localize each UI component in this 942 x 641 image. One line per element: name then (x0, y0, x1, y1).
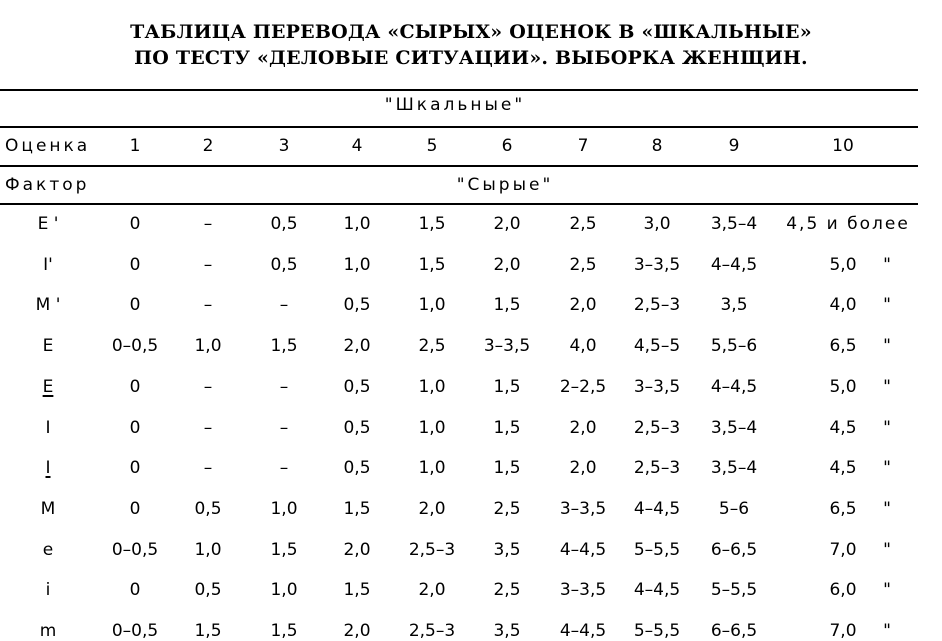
value-cell: 1,0 (343, 214, 371, 234)
value-cell: 1,0 (418, 458, 446, 479)
scale-rule (0, 126, 918, 128)
table-title-line-1: ТАБЛИЦА ПЕРЕВОДА «СЫРЫХ» ОЦЕНОК В «ШКАЛЬНЫЕ» (130, 21, 812, 43)
value-cell: 3,0 (643, 214, 671, 234)
column-header-1: 1 (129, 136, 141, 156)
value-cell: 5–5,5 (633, 621, 681, 641)
value-cell: 0,5 (343, 417, 371, 438)
value-cell: 1,0 (418, 417, 446, 438)
column-header-9: 9 (728, 136, 740, 156)
ditto-cell: " (883, 376, 891, 397)
value-cell: 4–4,5 (710, 254, 758, 275)
ditto-cell: " (883, 417, 891, 438)
ditto-cell: " (883, 539, 891, 560)
value-cell: 0,5 (343, 458, 371, 479)
value-cell: – (279, 376, 289, 397)
value-cell: 0,5 (270, 254, 298, 275)
value-cell: 3–3,5 (559, 498, 607, 519)
value-cell: 1,5 (194, 621, 222, 641)
value-cell: 1,5 (270, 539, 298, 560)
value-cell: 4,5 и более (786, 214, 910, 234)
value-cell: 1,5 (418, 254, 446, 275)
value-cell: – (203, 417, 213, 438)
value-cell: 2,5 (418, 336, 446, 357)
value-cell: 2,0 (569, 417, 597, 438)
column-header-8: 8 (651, 136, 663, 156)
ditto-cell: " (883, 498, 891, 519)
value-cell: 0–0,5 (111, 336, 159, 357)
score-label: Оценка (5, 136, 91, 156)
value-cell: 1,0 (194, 336, 222, 357)
factor-cell: E (42, 336, 54, 357)
value-cell: 1,0 (418, 295, 446, 316)
value-cell: 1,0 (270, 580, 298, 601)
value-cell: 3,5 (720, 295, 748, 316)
ditto-cell: " (883, 580, 891, 601)
value-cell: 5–6 (718, 498, 750, 519)
value-cell: 0 (129, 580, 141, 601)
factor-cell: I (45, 417, 51, 438)
value-cell: 4–4,5 (710, 376, 758, 397)
value-cell: 2,0 (418, 580, 446, 601)
value-cell: 2,5 (569, 254, 597, 275)
value-cell: – (203, 458, 213, 479)
value-cell: 3–3,5 (633, 376, 681, 397)
value-cell: 2,5–3 (408, 621, 456, 641)
ditto-cell: " (883, 621, 891, 641)
value-cell: 0–0,5 (111, 539, 159, 560)
value-cell: 1,0 (270, 498, 298, 519)
value-cell: 7,0 (829, 621, 857, 641)
value-cell: 3,5 (493, 539, 521, 560)
value-cell: 1,5 (493, 458, 521, 479)
value-cell: 2,0 (343, 621, 371, 641)
value-cell: 2–2,5 (559, 376, 607, 397)
value-cell: 4–4,5 (633, 498, 681, 519)
value-cell: 2,5–3 (408, 539, 456, 560)
value-cell: 4,0 (569, 336, 597, 357)
column-header-4: 4 (351, 136, 363, 156)
value-cell: 7,0 (829, 539, 857, 560)
value-cell: 0,5 (343, 376, 371, 397)
value-cell: 4,5 (829, 417, 857, 438)
value-cell: – (203, 214, 213, 234)
column-header-7: 7 (577, 136, 589, 156)
value-cell: 2,5 (569, 214, 597, 234)
value-cell: 4–4,5 (559, 539, 607, 560)
value-cell: 3–3,5 (633, 254, 681, 275)
column-header-3: 3 (278, 136, 290, 156)
value-cell: 2,0 (569, 295, 597, 316)
value-cell: 1,5 (270, 621, 298, 641)
value-cell: 0,5 (194, 580, 222, 601)
value-cell: – (203, 376, 213, 397)
column-header-6: 6 (501, 136, 513, 156)
value-cell: 2,5 (493, 498, 521, 519)
factor-cell: I' (43, 254, 53, 275)
value-cell: 0 (129, 498, 141, 519)
value-cell: 1,0 (418, 376, 446, 397)
value-cell: 1,5 (343, 580, 371, 601)
header-rule (0, 165, 918, 167)
value-cell: 0 (129, 295, 141, 316)
value-cell: 2,0 (493, 214, 521, 234)
value-cell: 3,5 (493, 621, 521, 641)
value-cell: 0 (129, 376, 141, 397)
value-cell: 3,5–4 (710, 417, 758, 438)
raw-header: "Сырые" (456, 175, 554, 195)
value-cell: – (279, 295, 289, 316)
value-cell: 2,0 (493, 254, 521, 275)
factor-cell: I (45, 458, 51, 479)
value-cell: 0,5 (194, 498, 222, 519)
ditto-cell: " (883, 458, 891, 479)
value-cell: 2,5–3 (633, 417, 681, 438)
value-cell: 2,5–3 (633, 295, 681, 316)
value-cell: 1,5 (270, 336, 298, 357)
value-cell: 2,0 (569, 458, 597, 479)
value-cell: 6,5 (829, 498, 857, 519)
value-cell: 6–6,5 (710, 621, 758, 641)
column-header-2: 2 (202, 136, 214, 156)
value-cell: 3,5–4 (710, 214, 758, 234)
value-cell: 4,0 (829, 295, 857, 316)
value-cell: 6,0 (829, 580, 857, 601)
value-cell: 0,5 (343, 295, 371, 316)
scale-header: "Шкальные" (384, 95, 526, 115)
factor-cell: E (42, 376, 54, 397)
value-cell: 1,0 (343, 254, 371, 275)
value-cell: 0,5 (270, 214, 298, 234)
value-cell: 4,5–5 (633, 336, 681, 357)
factor-cell: m (39, 621, 57, 641)
factor-cell: e (42, 539, 54, 560)
factor-cell: M ' (35, 295, 61, 316)
ditto-cell: " (883, 254, 891, 275)
value-cell: 1,5 (343, 498, 371, 519)
factor-cell: i (45, 580, 51, 601)
value-cell: 5,0 (829, 376, 857, 397)
value-cell: 1,5 (493, 417, 521, 438)
value-cell: 5,0 (829, 254, 857, 275)
value-cell: 6,5 (829, 336, 857, 357)
value-cell: 5–5,5 (710, 580, 758, 601)
value-cell: 5,5–6 (710, 336, 758, 357)
value-cell: 1,5 (418, 214, 446, 234)
column-header-5: 5 (426, 136, 438, 156)
value-cell: – (279, 458, 289, 479)
value-cell: 2,0 (418, 498, 446, 519)
value-cell: 1,5 (493, 295, 521, 316)
ditto-cell: " (883, 336, 891, 357)
value-cell: 4–4,5 (633, 580, 681, 601)
value-cell: 4,5 (829, 458, 857, 479)
value-cell: 1,0 (194, 539, 222, 560)
value-cell: 3,5–4 (710, 458, 758, 479)
value-cell: 1,5 (493, 376, 521, 397)
top-rule (0, 89, 918, 91)
value-cell: – (203, 254, 213, 275)
value-cell: 3–3,5 (559, 580, 607, 601)
value-cell: – (279, 417, 289, 438)
column-header-10: 10 (832, 136, 854, 156)
value-cell: 0 (129, 214, 141, 234)
value-cell: 3–3,5 (483, 336, 531, 357)
value-cell: 2,0 (343, 539, 371, 560)
value-cell: 0 (129, 254, 141, 275)
value-cell: 5–5,5 (633, 539, 681, 560)
value-cell: 2,0 (343, 336, 371, 357)
factor-label: Фактор (5, 175, 90, 195)
value-cell: 2,5–3 (633, 458, 681, 479)
value-cell: 0 (129, 417, 141, 438)
value-cell: – (203, 295, 213, 316)
body-rule (0, 203, 918, 205)
value-cell: 6–6,5 (710, 539, 758, 560)
factor-cell: M (40, 498, 56, 519)
value-cell: 0–0,5 (111, 621, 159, 641)
ditto-cell: " (883, 295, 891, 316)
value-cell: 2,5 (493, 580, 521, 601)
value-cell: 0 (129, 458, 141, 479)
value-cell: 4–4,5 (559, 621, 607, 641)
table-title-line-2: ПО ТЕСТУ «ДЕЛОВЫЕ СИТУАЦИИ». ВЫБОРКА ЖЕНЩИН. (134, 47, 808, 69)
factor-cell: E ' (37, 214, 59, 234)
